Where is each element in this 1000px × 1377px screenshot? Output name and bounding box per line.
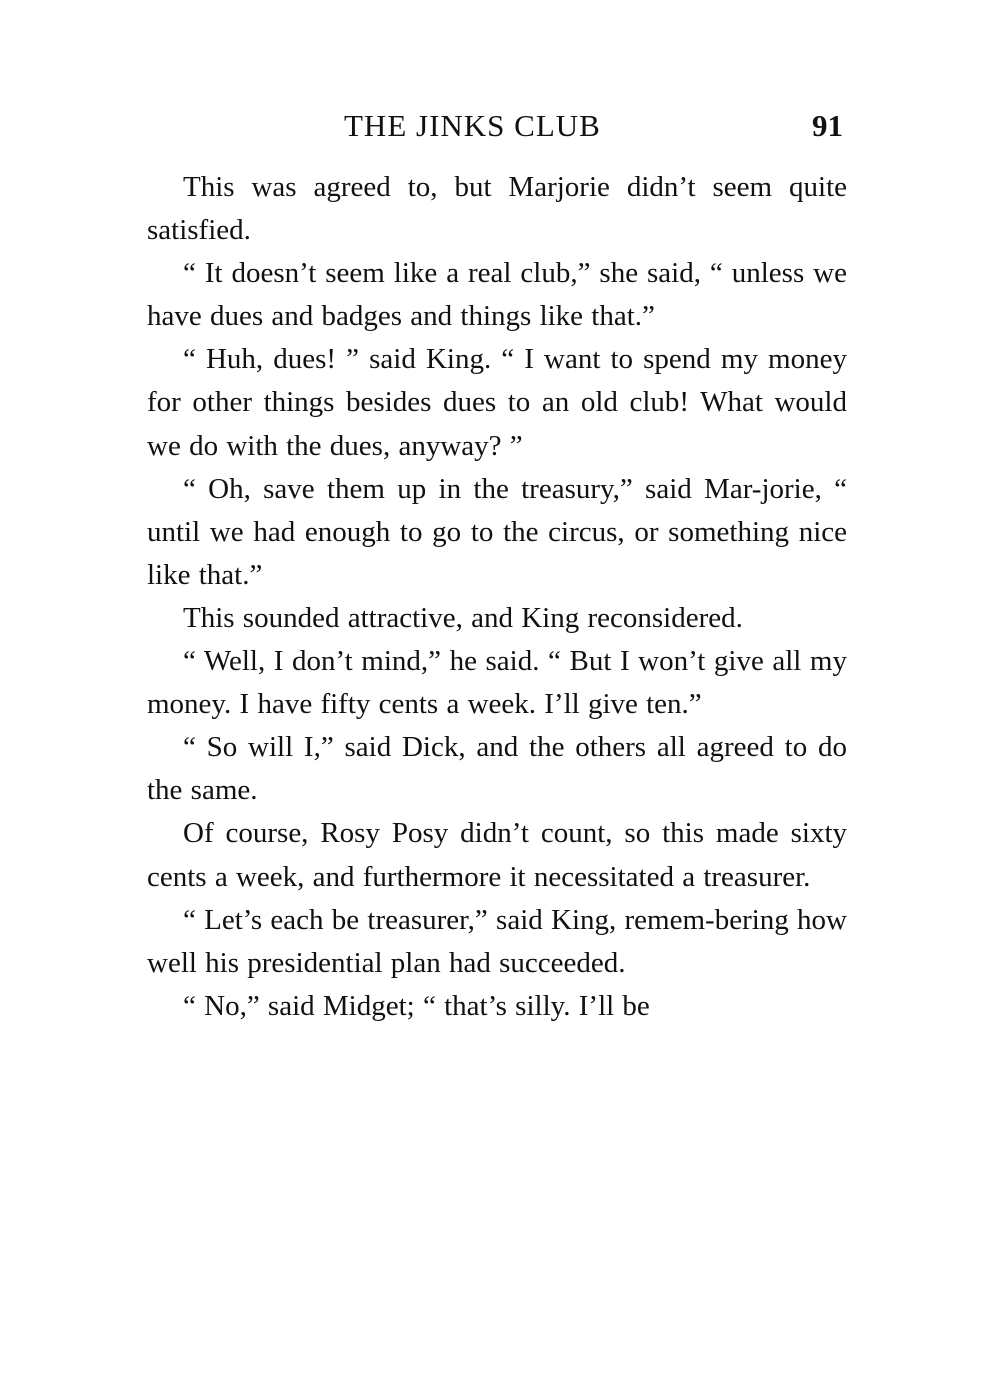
paragraph-2: “ It doesn’t seem like a real club,” she said, “ unless we have dues and badges and things like that.” (147, 257, 847, 333)
paragraph-7: “ So will I,” said Dick, and the others all agreed to do the same. (147, 731, 847, 807)
page-number: 91 (812, 108, 843, 143)
paragraph-10: “ No,” said Midget; “ that’s silly. I’ll be (183, 989, 650, 1022)
paragraph-9: “ Let’s each be treasurer,” said King, remem-bering how well his presidential plan had succeeded. (147, 903, 847, 979)
paragraph-8: Of course, Rosy Posy didn’t count, so this made sixty cents a week, and furthermore it necessitated a treasurer. (147, 817, 847, 893)
paragraph-6: “ Well, I don’t mind,” he said. “ But I won’t give all my money. I have fifty cents a week. I’ll give ten.” (147, 645, 847, 721)
body-text (147, 166, 847, 1028)
paragraph-4: “ Oh, save them up in the treasury,” said Mar-jorie, “ until we had enough to go to the circus, or something nice like that.” (147, 472, 847, 591)
running-title: THE JINKS CLUB (344, 108, 601, 143)
paragraph-3: “ Huh, dues! ” said King. “ I want to spend my money for other things besides dues to an old club! What would we do with the dues, anyway? ” (147, 343, 847, 462)
paragraph-1: This was agreed to, but Marjorie didn’t seem quite satisfied. (147, 171, 847, 247)
paragraph-5: This sounded attractive, and King reconsidered. (183, 601, 743, 634)
page-header (0, 104, 1000, 148)
